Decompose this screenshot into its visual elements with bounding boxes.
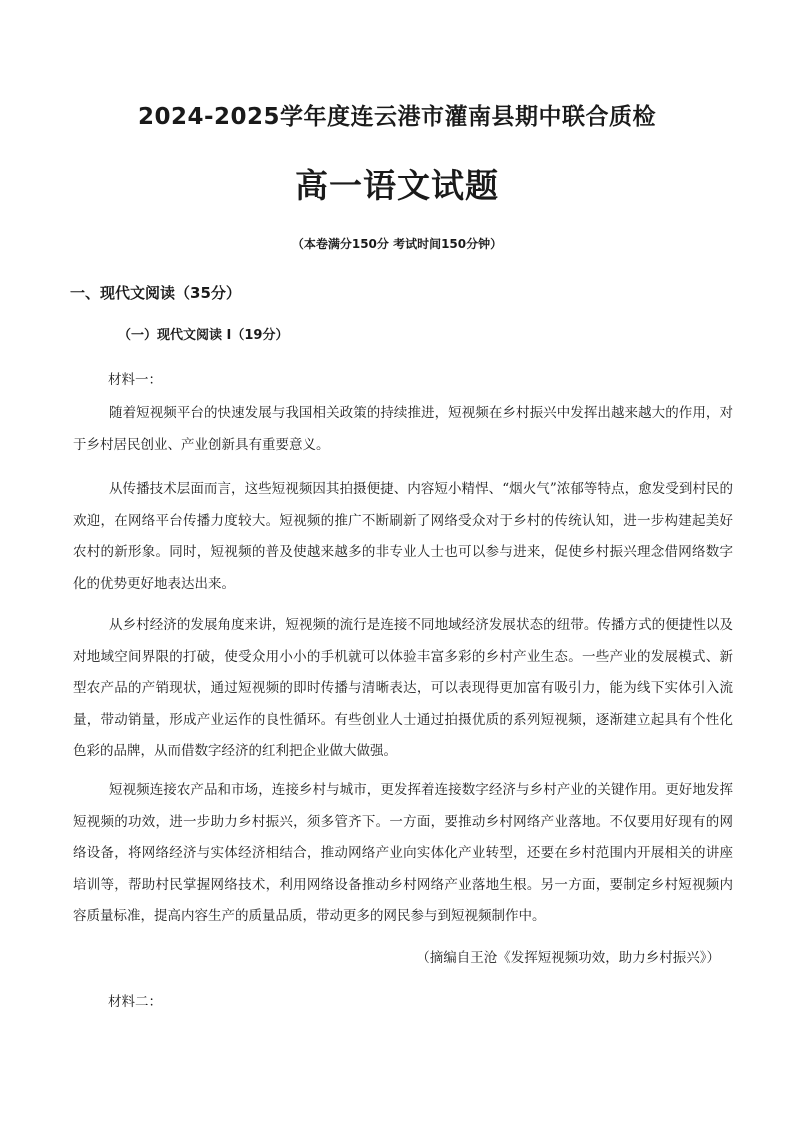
paragraph: 从传播技术层面而言，这些短视频因其拍摄便捷、内容短小精悍、“烟火气”浓郁等特点，愈发受到村民的欢迎，在网络平台传播力度较大。短视频的推广不断刷新了网络受众对于乡村的传统认知，进一步构建起美好农村的新形象。同时，短视频的普及使越来越多的非专业人士也可以参与进来，促使乡村振兴理念借网络数字化的优势更好地表达出来。 xyxy=(73,481,733,592)
exam-note: （本卷满分150分 考试时间150分钟） xyxy=(291,237,503,251)
section-heading: 一、现代文阅读（35分） xyxy=(70,284,241,302)
material-one-label: 材料一： xyxy=(108,372,162,388)
subject-title: 高一语文试题 xyxy=(295,166,499,205)
material-two-label: 材料二： xyxy=(108,994,162,1010)
paragraph: 从乡村经济的发展角度来讲，短视频的流行是连接不同地域经济发展状态的纽带。传播方式的便捷性以及对地域空间界限的打破，使受众用小小的手机就可以体验丰富多彩的乡村产业生态。一些产业的发展模式、新型农产品的产销现状，通过短视频的即时传播与清晰表达，可以表现得更加富有吸引力，能为线下实体引入流量，带动销量，形成产业运作的良性循环。有些创业人士通过拍摄优质的系列短视频，逐渐建立起具有个性化色彩的品牌，从而借数字经济的红利把企业做大做强。 xyxy=(73,617,733,759)
paragraph: 短视频连接农产品和市场，连接乡村与城市，更发挥着连接数字经济与乡村产业的关键作用。更好地发挥短视频的功效，进一步助力乡村振兴，须多管齐下。一方面，要推动乡村网络产业落地。不仅要用好现有的网络设备，将网络经济与实体经济相结合，推动网络产业向实体化产业转型，还要在乡村范围内开展相关的讲座培训等，帮助村民掌握网络技术，利用网络设备推动乡村网络产业落地生根。另一方面，要制定乡村短视频内容质量标准，提高内容生产的质量品质，带动更多的网民参与到短视频制作中。 xyxy=(73,782,733,924)
sub-section-heading: （一）现代文阅读 I（19分） xyxy=(118,328,289,343)
citation: （摘编自王沧《发挥短视频功效，助力乡村振兴》） xyxy=(416,950,720,966)
paragraph: 随着短视频平台的快速发展与我国相关政策的持续推进，短视频在乡村振兴中发挥出越来越大的作用，对于乡村居民创业、产业创新具有重要意义。 xyxy=(73,405,733,453)
exam-title: 2024-2025学年度连云港市灌南县期中联合质检 xyxy=(137,104,657,130)
